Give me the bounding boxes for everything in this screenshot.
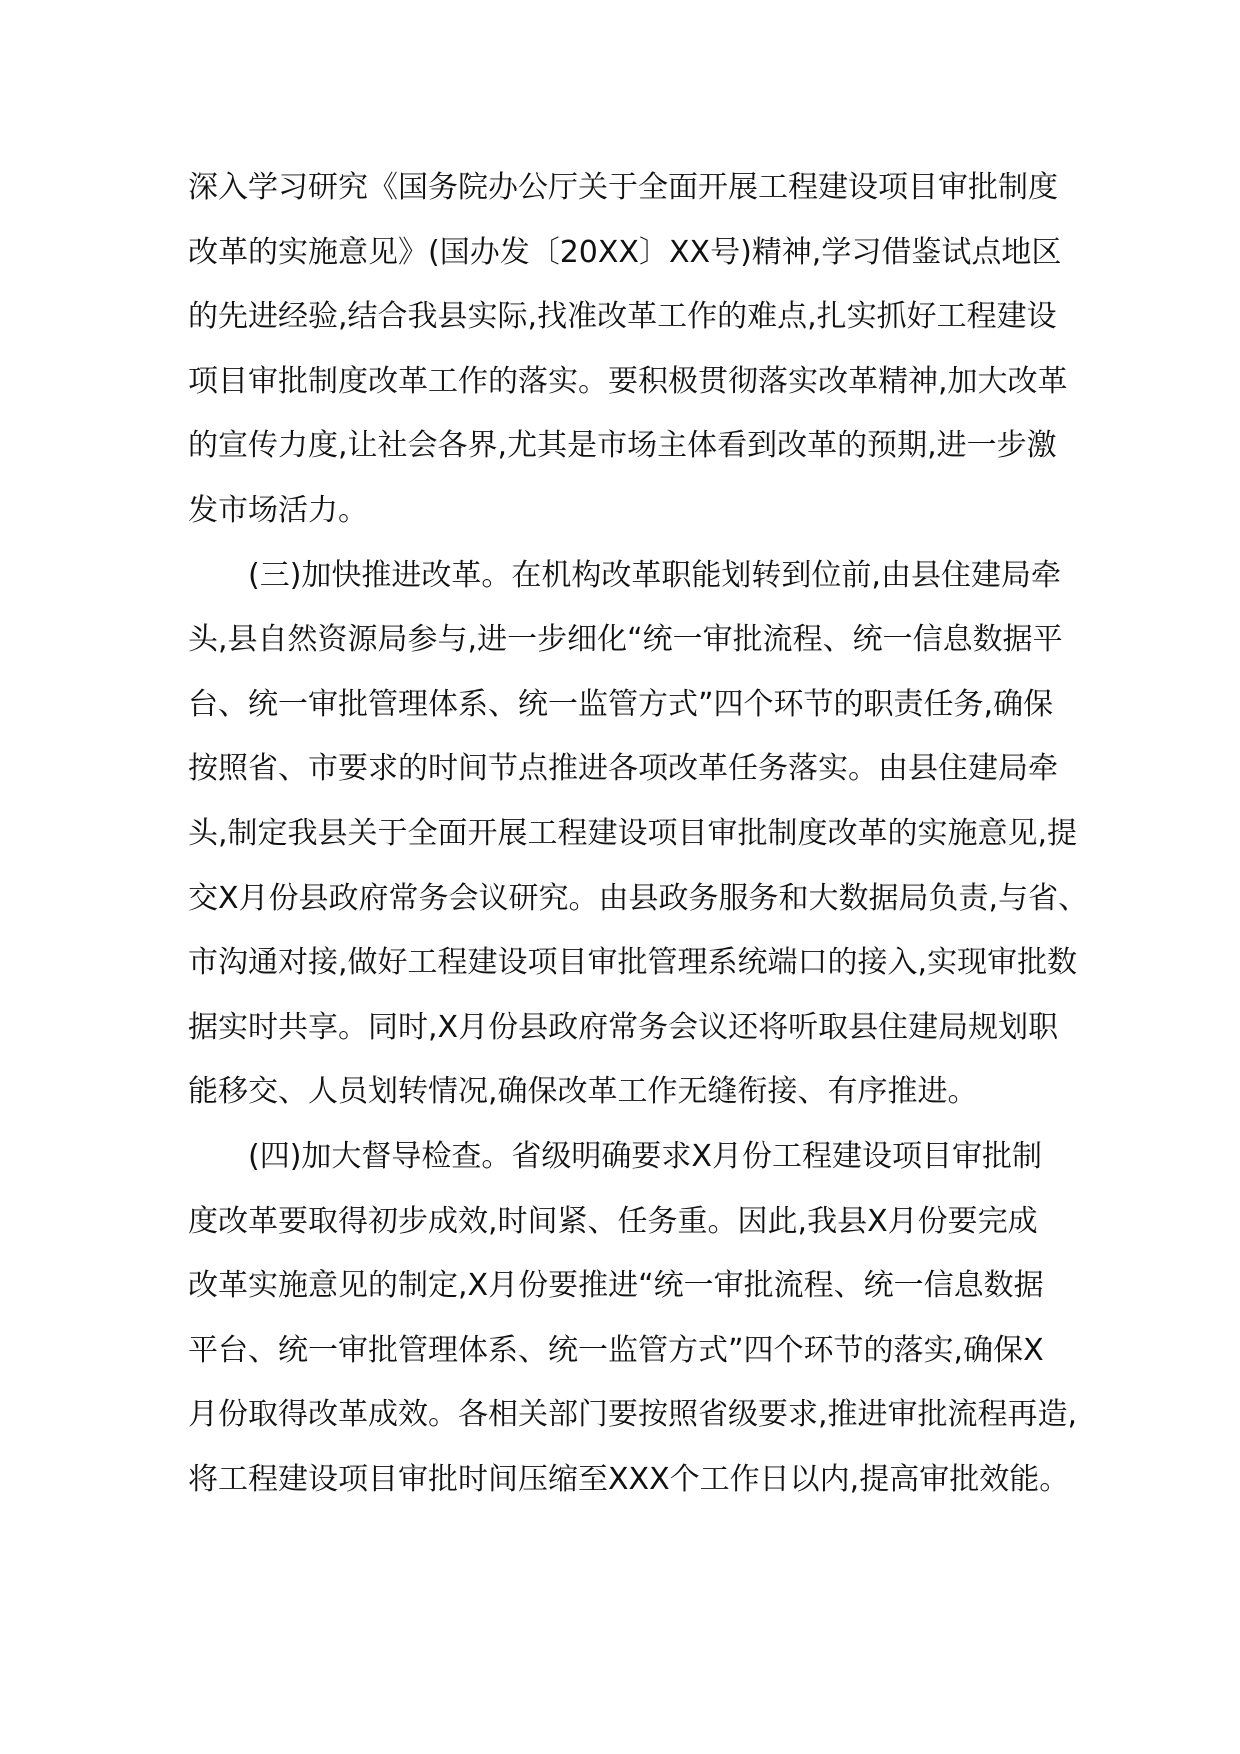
text-line: 的先进经验,结合我县实际,找准改革工作的难点,扎实抓好工程建设 [188,299,1057,335]
paragraph-continuation [188,169,1068,557]
text-line: 头,制定我县关于全面开展工程建设项目审批制度改革的实施意见,提 [188,815,1078,851]
text-line: 交X月份县政府常务会议研究。由县政务服务和大数据局负责,与省、 [188,880,1089,916]
text-line: 据实时共享。同时,X月份县政府常务会议还将听取县住建局规划职 [188,1009,1059,1045]
text-line: (四)加大督导检查。省级明确要求X月份工程建设项目审批制 [248,1138,1042,1174]
text-line: 改革的实施意见》(国办发〔20XX〕XX号)精神,学习借鉴试点地区 [188,234,1062,270]
text-line: 深入学习研究《国务院办公厅关于全面开展工程建设项目审批制度 [188,170,1058,205]
text-line: 发市场活力。 [188,492,368,528]
text-line: 将工程建设项目审批时间压缩至XXX个工作日以内,提高审批效能。 [188,1461,1070,1497]
text-line: 度改革要取得初步成效,时间紧、任务重。因此,我县X月份要完成 [188,1203,1038,1239]
text-line: 头,县自然资源局参与,进一步细化“统一审批流程、统一信息数据平 [188,622,1063,658]
paragraph-supervision [188,1138,1078,1526]
text-line: 能移交、人员划转情况,确保改革工作无缝衔接、有序推进。 [188,1074,978,1110]
text-line: (三)加快推进改革。在机构改革职能划转到位前,由县住建局牵 [248,557,1061,593]
text-line: 市沟通对接,做好工程建设项目审批管理系统端口的接入,实现审批数 [188,945,1078,981]
text-line: 按照省、市要求的时间节点推进各项改革任务落实。由县住建局牵 [188,751,1058,787]
text-line: 平台、统一审批管理体系、统一监管方式”四个环节的落实,确保X [188,1332,1044,1368]
paragraph-accelerate-reform [188,557,1089,1138]
text-line: 台、统一审批管理体系、统一监管方式”四个环节的职责任务,确保 [188,686,1054,722]
document-body [188,169,1089,1525]
text-line: 的宣传力度,让社会各界,尤其是市场主体看到改革的预期,进一步激 [188,428,1057,464]
text-line: 月份取得改革成效。各相关部门要按照省级要求,推进审批流程再造, [188,1397,1078,1433]
text-line: 改革实施意见的制定,X月份要推进“统一审批流程、统一信息数据 [188,1268,1044,1304]
text-line: 项目审批制度改革工作的落实。要积极贯彻落实改革精神,加大改革 [188,363,1068,399]
